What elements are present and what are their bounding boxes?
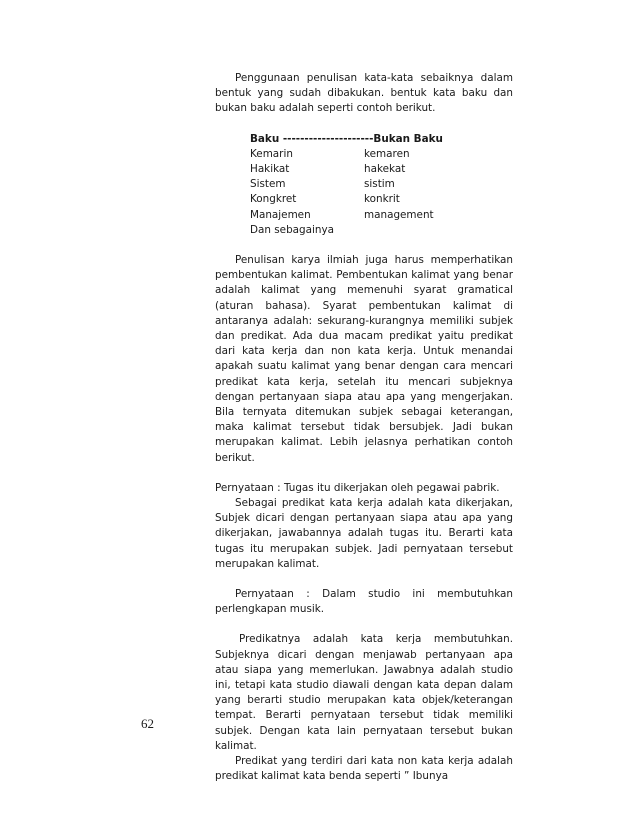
table-row	[250, 147, 513, 162]
baku-word: Manajemen	[250, 208, 311, 221]
baku-word: Hakikat	[250, 162, 290, 175]
baku-word: Sistem	[250, 178, 286, 191]
table-row	[250, 208, 513, 223]
page-body	[215, 71, 513, 784]
intro-paragraph: Penggunaan penulisan kata-kata sebaiknya dalam bentuk yang sudah dibakukan. bentuk kata baku dan bukan baku adalah seperti contoh berikut.	[215, 72, 513, 115]
baku-word: Dan sebagainya	[250, 223, 334, 236]
spacer	[215, 617, 513, 632]
baku-word: Kongkret	[250, 193, 297, 206]
baku-table	[250, 132, 513, 238]
paragraph-penjelasan-2: Predikatnya adalah kata kerja membutuhkan. Subjeknya dicari dengan menjawab pertanyaan apa atau siapa yang memerlukan. Jawabnya adalah studio ini, tetapi kata studio diawali dengan kata depan dalam yang berarti studio merupakan kata objek/keterangan tempat. Berarti pernyataan tersebut tidak memiliki subjek. Dengan kata lain pernyataan tersebut bukan kalimat.	[215, 633, 513, 752]
table-row	[250, 192, 513, 207]
spacer	[215, 238, 513, 253]
spacer	[215, 466, 513, 481]
bukan-baku-word: konkrit	[364, 193, 400, 206]
paragraph-pernyataan-1: Pernyataan : Tugas itu dikerjakan oleh pegawai pabrik.	[215, 481, 500, 494]
paragraph-karya-ilmiah: Penulisan karya ilmiah juga harus memperhatikan pembentukan kalimat. Pembentukan kalimat yang benar adalah kalimat yang memenuhi syarat gramatical (aturan bahasa). Syarat pembentukan kalimat di antaranya adalah: sekurang-kurangnya memiliki subjek dan predikat. Ada dua macam predikat yaitu predikat dari kata kerja dan non kata kerja. Untuk menandai apakah suatu kalimat yang benar dengan cara mencari predikat kata kerja, setelah itu mencari subjeknya dengan pertanyaan siapa atau apa yang mengerjakan. Bila ternyata ditemukan subjek sebagai keterangan, maka kalimat tersebut tidak bersubjek. Jadi bukan merupakan kalimat. Lebih jelasnya perhatikan contoh berikut.	[215, 253, 513, 464]
spacer	[215, 572, 513, 587]
bukan-baku-word: sistim	[364, 178, 395, 191]
bukan-baku-word: management	[364, 208, 434, 221]
page-number: 62	[141, 716, 154, 731]
baku-word: Kemarin	[250, 147, 293, 160]
paragraph-pernyataan-2: Pernyataan : Dalam studio ini membutuhkan perlengkapan musik.	[215, 587, 513, 616]
table-row	[250, 162, 513, 177]
paragraph-predikat-non-kerja: Predikat yang terdiri dari kata non kata kerja adalah predikat kalimat kata benda seperti ” Ibunya	[215, 755, 513, 783]
table-row	[250, 223, 513, 238]
paragraph-penjelasan-1: Sebagai predikat kata kerja adalah kata dikerjakan, Subjek dicari dengan pertanyaan siapa atau apa yang dikerjakan, jawabannya adalah tugas itu. Berarti kata tugas itu merupakan subjek. Jadi pernyataan tersebut merupakan kalimat.	[215, 496, 513, 570]
bukan-baku-word: kemaren	[364, 147, 410, 160]
table-row	[250, 177, 513, 192]
baku-table-header: Baku ---------------------Bukan Baku	[250, 132, 443, 145]
bukan-baku-word: hakekat	[364, 162, 406, 175]
